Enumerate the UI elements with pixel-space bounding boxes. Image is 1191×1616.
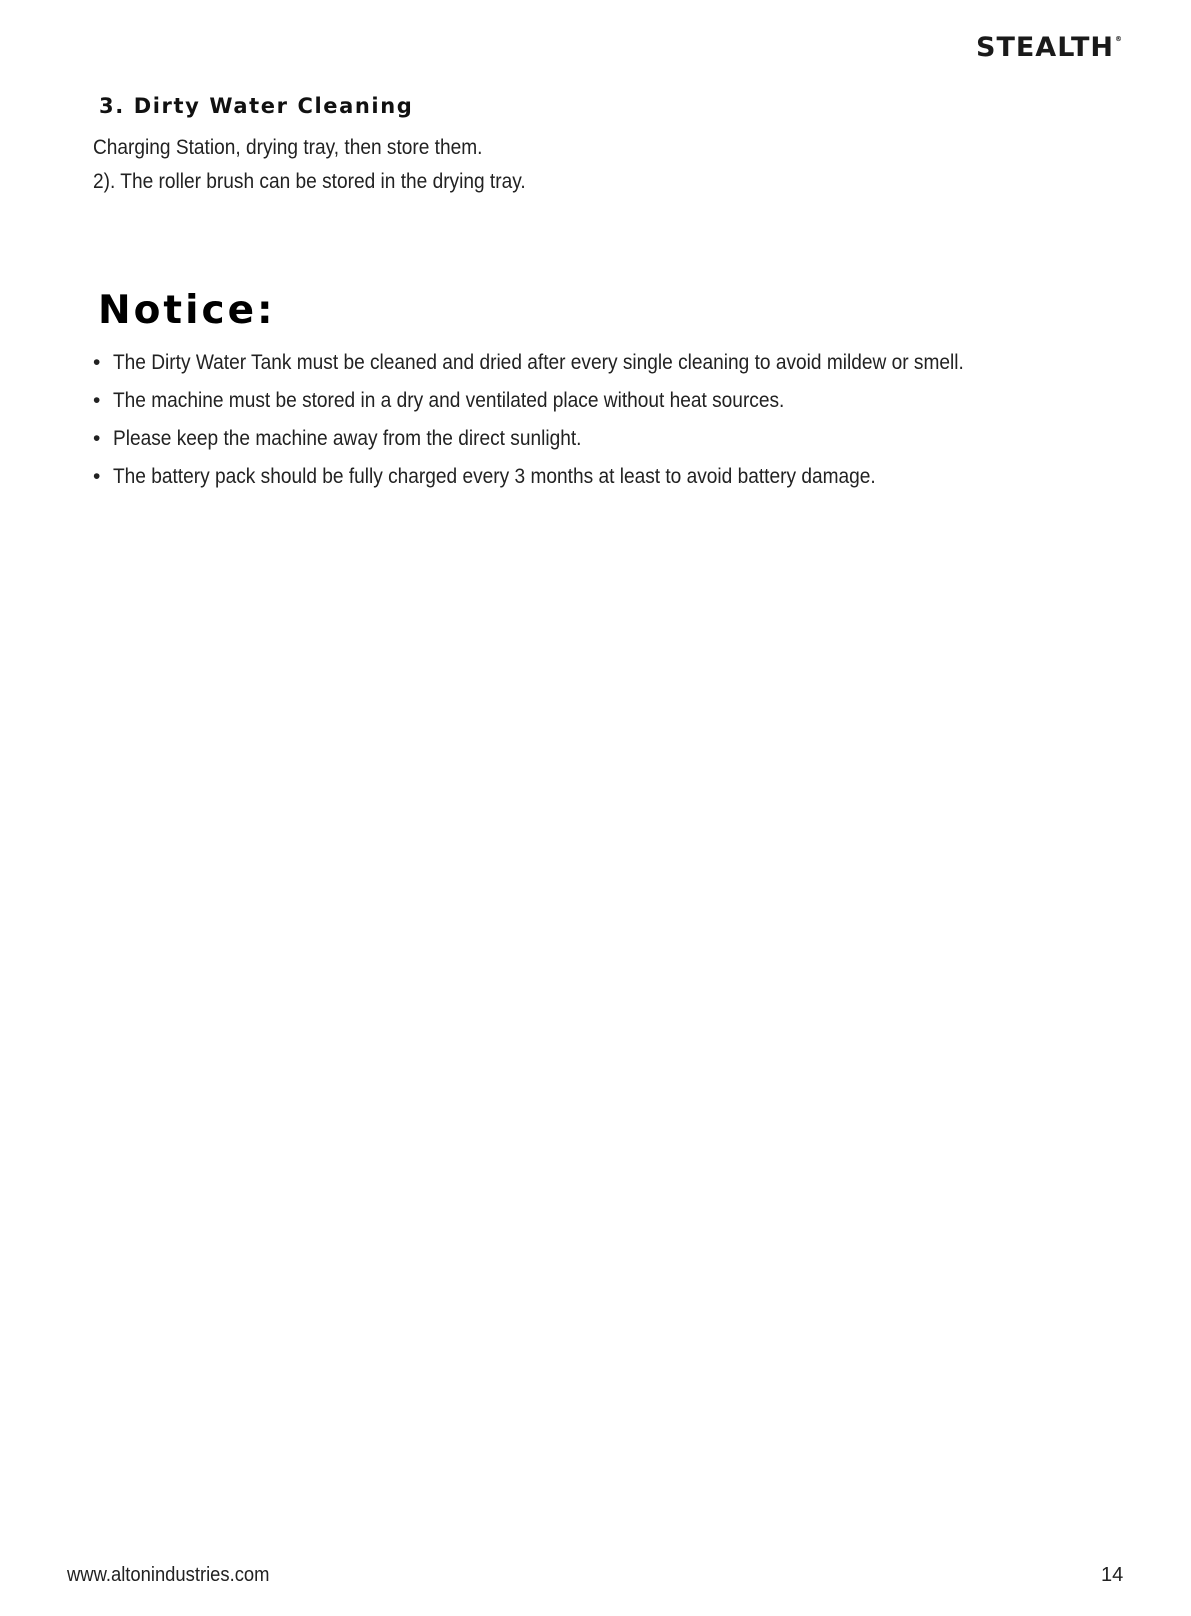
notice-list [93, 350, 1048, 502]
notice-item-text: Please keep the machine away from the direct sunlight. [113, 427, 582, 450]
registered-mark: ® [1114, 35, 1122, 43]
bullet-icon: • [93, 465, 101, 488]
notice-item-text: The battery pack should be fully charged every 3 months at least to avoid battery damage. [113, 465, 876, 488]
notice-item-text: The machine must be stored in a dry and ventilated place without heat sources. [113, 389, 785, 412]
section-line: 2). The roller brush can be stored in the drying tray. [93, 170, 526, 193]
bullet-icon: • [93, 427, 101, 450]
notice-item [93, 350, 1048, 388]
footer-url: www.altonindustries.com [67, 1564, 270, 1586]
notice-item [93, 426, 1048, 464]
notice-item [93, 464, 1048, 502]
section-heading: 3. Dirty Water Cleaning [99, 94, 414, 118]
brand-logo [976, 34, 1122, 61]
page-number: 14 [1101, 1564, 1124, 1586]
notice-title: Notice: [98, 288, 276, 333]
brand-name: STEALTH [976, 32, 1114, 63]
section-line: Charging Station, drying tray, then store them. [93, 136, 483, 159]
bullet-icon: • [93, 351, 101, 374]
bullet-icon: • [93, 389, 101, 412]
notice-item-text: The Dirty Water Tank must be cleaned and dried after every single cleaning to avoid mildew or smell. [113, 351, 964, 374]
notice-item [93, 388, 1048, 426]
